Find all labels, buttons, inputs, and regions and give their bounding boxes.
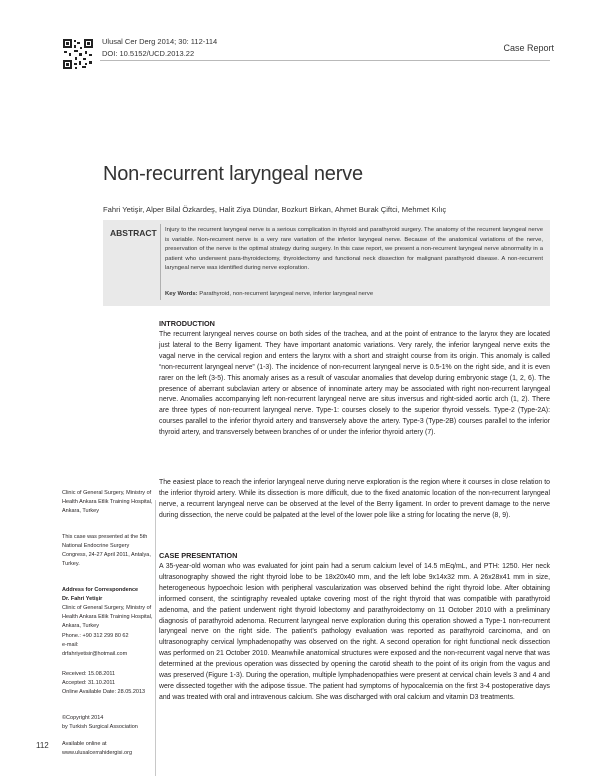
available-online: Available online at: [62, 741, 107, 747]
case-paragraph-1: A 35-year-old woman who was evaluated for joint pain had a serum calcium level of 14.5 mEq/mL, and PTH: 1250. Her neck ultrasonography showed the right thyroid lobe to be 18x20x40 mm, and the left lobe 9x14x32 mm. A 26x28x41 mm in size, heterogeneous hypoechoic lesion with peripheral vascularization was observed behind the right thyroid lobe. After obtaining informed consent, the scintigraphy revealed uptake covering most of the right thyroid that was compatible with parathyroid adenoma, and the patient underwent right thyroid lobectomy and parathyroidectomy on 11 October 2010 with a preliminary diagnosis of parathyroid adenoma. Recurrent laryngeal nerve exploration during this operation showed a Type-1 non-recurrent laryngeal nerve on the right side. The patient’s pathology evaluation was reported as parathyroid carcinoma, and on ultrasonography cervical lymphadenopathy was observed on the right. A second operation for right functional neck dissection was performed on 21 October 2010. Meanwhile anatomical structures were exposed and the non-recurrent vagal nerve that was determined at the previous operation was dissected by opening the carotid sheath to the point of its origin from the vagus and was preserved (Figure 1-3). During the operation, multiple lymphadenopathies were present at cervical chain levels 3 and 4 and were dissected together with the adipose tissue. The patient had symptoms of hypocalcemia on the first 3-4 postoperative days and was treated with oral and intravenous calcium. She was discharged with oral calcium and vitamin D3 treatments.: [159, 563, 550, 701]
correspondence-name: Dr. Fahri Yetişir: [62, 596, 103, 602]
abstract-label: ABSTRACT: [110, 228, 157, 238]
received-date: Received: 15.08.2011: [62, 671, 116, 677]
online-date: Online Available Date: 28.05.2013: [62, 689, 146, 695]
author-list: Fahri Yetişir, Alper Bilal Özkardeş, Halit Ziya Dündar, Bozkurt Birkan, Ahmet Burak Çiftci, Mehmet Kılıç: [103, 205, 447, 214]
email-label: e-mail:: [62, 642, 79, 648]
doi: DOI: 10.5152/UCD.2013.22: [102, 49, 195, 58]
correspondence-label: Address for Correspondence: [62, 587, 139, 593]
header-divider: [100, 60, 550, 61]
intro-heading: INTRODUCTION: [159, 319, 215, 328]
abstract-divider: [160, 224, 161, 300]
qr-code-icon: [62, 38, 94, 70]
sidebar-divider: [155, 500, 156, 776]
case-heading: CASE PRESENTATION: [159, 551, 238, 560]
sidebar-affiliation: Clinic of General Surgery, Ministry of Health Ankara Etlik Training Hospital, Ankara, Turkey: [62, 490, 153, 514]
journal-citation: Ulusal Cer Derg 2014; 30: 112-114: [102, 37, 218, 46]
page-title: Non-recurrent laryngeal nerve: [103, 163, 363, 185]
article-type: Case Report: [503, 43, 554, 53]
intro-paragraph-1: The recurrent laryngeal nerves course on both sides of the trachea, and at the point of entrance to the larynx they are located just lateral to the Berry ligament. They have important anatomic variations. Very rarely, the inferior laryngeal nerve exits the vagal nerve in the cervical region and enters the larynx with a short and straight course from its origin. This anomaly is called “non-recurrent laryngeal nerve” (1-3). The incidence of non-recurrent laryngeal nerve is 0.5-1% on the right side, and it is even rarer on the left (3-5). This anomaly arises as a result of vascular anomalies that develop during embryonic stage (1, 2, 6). The presence of aberrant subclavian artery or absence of innominate artery may be associated with right non-recurrent laryngeal nerve. Anomalies accompanying left non-recurrent laryngeal nerve are situs inversus and right-sided aortic arch (1, 2). There are three types of non-recurrent laryngeal nerve. Type-1: courses closely to the superior thyroid vessels. Type-2 (Type-2A): courses parallel to the inferior thyroid artery and transversely above the artery. Type-3 (Type-2B) courses parallel to the inferior thyroid artery, and transversely between branches of or under the inferior thyroid artery (7).: [159, 331, 550, 437]
copyright: ©Copyright 2014: [62, 715, 104, 721]
journal-website: www.ulusalcerrahidergisi.org: [62, 750, 133, 756]
accepted-date: Accepted: 31.10.2011: [62, 680, 116, 686]
correspondence-affiliation: Clinic of General Surgery, Ministry of Health Ankara Etlik Training Hospital, Ankara, Turkey: [62, 605, 153, 629]
page-number: 112: [36, 741, 49, 750]
correspondence-email: drfahriyetisir@hotmail.com: [62, 651, 128, 657]
sidebar-presented: This case was presented at the 5th National Endocrine Surgery Congress, 24-27 April 2011, Antalya, Turkey.: [62, 534, 151, 567]
correspondence-phone: Phone.: +90 312 299 80 62: [62, 633, 129, 639]
abstract-text: Injury to the recurrent laryngeal nerve is a serious complication in thyroid and parathyroid surgery. The anatomy of the recurrent laryngeal nerve is variable. Non-recurrent nerve is a very rare variation of the inferior laryngeal nerve. Because of the anatomical variations of the nerve, preservation of the nerve is the optimal strategy during surgery. In this case report, we present a non-recurrent laryngeal nerve abnormality in a patient who underwent para-thyroidectomy, thyroidectomy and functional neck dissection for malignant parathyroid disease. A non-recurrent laryngeal nerve was identified during nerve exploration.: [165, 227, 543, 271]
keywords-label: Key Words:: [165, 291, 198, 297]
copyright-holder: by Turkish Surgical Association: [62, 724, 138, 730]
intro-paragraph-2: The easiest place to reach the inferior laryngeal nerve during nerve exploration is the region where it courses in close relation to the inferior thyroid artery. While its dissection is more difficult, due to the fixed anatomic location of the non-recurrent laryngeal nerve, a recurrent laryngeal nerve can be observed at the level of the Berry ligament. In order to prevent damage to the nerve during dissection, the nerve could be palpated at the level of the lower pole like a string for locating the nerve (8, 9).: [159, 479, 550, 519]
keywords-text: Parathyroid, non-recurrent laryngeal nerve, inferior laryngeal nerve: [199, 291, 374, 297]
keywords: [165, 291, 545, 297]
